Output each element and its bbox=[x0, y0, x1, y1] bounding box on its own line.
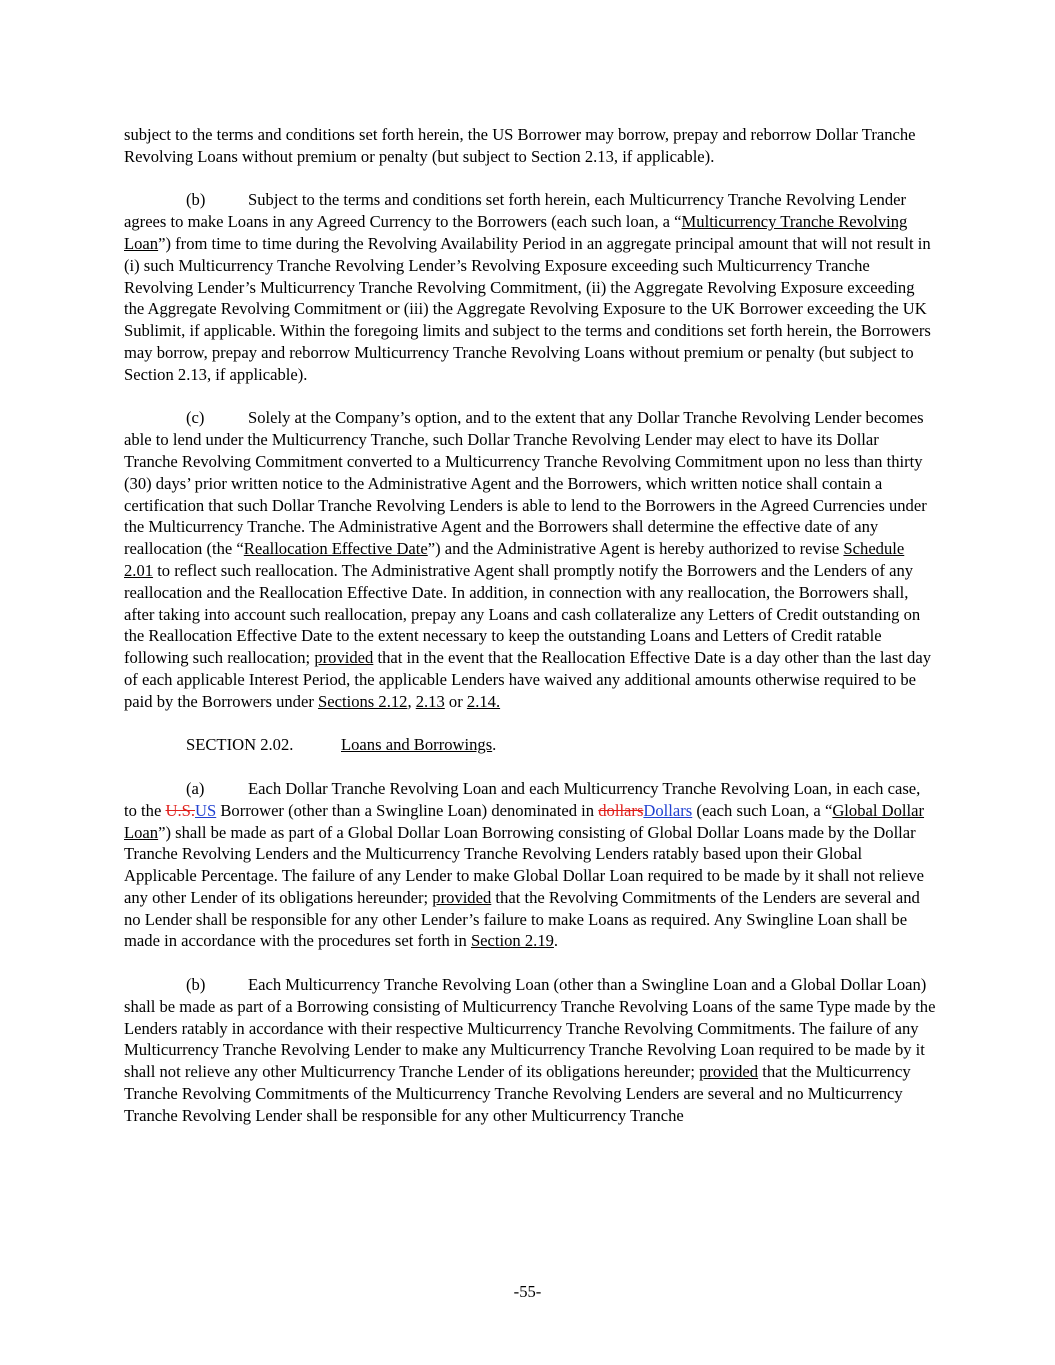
cross-reference: Section 2.19 bbox=[470, 931, 554, 951]
paragraph-b-multicurrency-borrowing: (b) Each Multicurrency Tranche Revolving Loan (other than a Swingline Loan and a Global Dollar Loan) shall be made as part of a Borrowing consisting of Multicurrency Tranche Revolving Loans of the same Type made by the Lenders ratably in accordance with their respective Multicurrency Tranche Revolving Commitments. The failure of any Multicurrency Tranche Revolving Lender to make any Multicurrency Tranche Revolving Loan required to be made by it shall not relieve any other Multicurrency Tranche Lender of its obligations hereunder; provided that the Multicurrency Tranche Revolving Commitments of the Multicurrency Tranche Revolving Lenders are several and no Multicurrency Tranche Revolving Lender shall be responsible for any other Multicurrency Tranche bbox=[124, 975, 936, 1125]
provided-term: provided bbox=[699, 1062, 759, 1082]
cross-reference: Schedule 2.01 bbox=[124, 539, 905, 580]
document-body bbox=[124, 124, 936, 1148]
section-title: Loans and Borrowings bbox=[341, 735, 493, 755]
defined-term: Multicurrency Tranche Revolving Loan bbox=[124, 212, 908, 253]
provided-term: provided bbox=[314, 648, 374, 668]
paragraph-number: (b) bbox=[186, 975, 206, 995]
paragraph-number: (b) bbox=[186, 190, 206, 210]
deleted-text: dollars bbox=[598, 800, 644, 820]
paragraph-c-reallocation: (c) Solely at the Company’s option, and to the extent that any Dollar Tranche Revolving Lender becomes able to lend under the Multicurrency Tranche, such Dollar Tranche Revolving Lender may elect to have its Dollar Tranche Revolving Commitment converted to a Multicurrency Tranche Revolving Commitment upon no less than thirty (30) days’ prior written notice to the Administrative Agent and the Borrowers, which written notice shall contain a certification that such Dollar Tranche Revolving Lenders is able to lend to the Borrowers in the Agreed Currencies under the Multicurrency Tranche. The Administrative Agent and the Borrowers shall determine the effective date of any reallocation (the “Reallocation Effective Date”) and the Administrative Agent is hereby authorized to revise Schedule 2.01 to reflect such reallocation. The Administrative Agent shall promptly notify the Borrowers and the Lenders of any reallocation and the Reallocation Effective Date. In addition, in connection with any reallocation, the Borrowers shall, after taking into account such reallocation, prepay any Loans and cash collateralize any Letters of Credit outstanding on the Reallocation Effective Date to the extent necessary to keep the outstanding Loans and Letters of Credit ratable following such reallocation; provided that in the event that the Reallocation Effective Date is a day other than the last day of each applicable Interest Period, the applicable Lenders have waived any additional amounts otherwise required to be paid by the Borrowers under Sections 2.12, 2.13 or 2.14. bbox=[124, 408, 932, 711]
page-number: -55- bbox=[513, 1282, 542, 1301]
paragraph-a-loans-borrowings: (a) Each Dollar Tranche Revolving Loan and each Multicurrency Tranche Revolving Loan, in each case, to the U.S.US Borrower (other than a Swingline Loan) denominated in dollarsDollars (each such Loan, a “Global Dollar Loan”) shall be made as part of a Global Dollar Loan Borrowing consisting of Global Dollar Loans made by the Dollar Tranche Revolving Lenders and the Multicurrency Tranche Revolving Lenders ratably based upon their Global Applicable Percentage. The failure of any Lender to make Global Dollar Loan required to be made by it shall not relieve any other Lender of its obligations hereunder; provided that the Revolving Commitments of the Lenders are several and no Lender shall be responsible for any other Lender’s failure to make Loans as required. Any Swingline Loan shall be made in accordance with the procedures set forth in Section 2.19. bbox=[124, 778, 925, 951]
paragraph-number: (c) bbox=[186, 408, 205, 428]
cross-reference: Sections 2.12 bbox=[318, 691, 408, 711]
section-heading: SECTION 2.02. Loans and Borrowings. bbox=[186, 735, 497, 755]
section-number: SECTION 2.02. bbox=[186, 735, 294, 755]
defined-term: Global Dollar Loan bbox=[124, 800, 925, 842]
paragraph-b-multicurrency-loans: (b) Subject to the terms and conditions set forth herein, each Multicurrency Tranche Revolving Lender agrees to make Loans in any Agreed Currency to the Borrowers (each such loan, a “Multicurrency Tranche Revolving Loan”) from time to time during the Revolving Availability Period in an aggregate principal amount that will not result in (i) such Multicurrency Tranche Revolving Lender’s Revolving Exposure exceeding such Multicurrency Tranche Revolving Lender’s Multicurrency Tranche Revolving Commitment, (ii) the Aggregate Revolving Exposure exceeding the Aggregate Revolving Commitment or (iii) the Aggregate Revolving Exposure to the UK Borrower exceeding the UK Sublimit, if applicable. Within the foregoing limits and subject to the terms and conditions set forth herein, the Borrowers may borrow, prepay and reborrow Multicurrency Tranche Revolving Loans without premium or penalty (but subject to Section 2.13, if applicable). bbox=[124, 190, 931, 384]
provided-term: provided bbox=[432, 887, 492, 907]
inserted-text: US bbox=[195, 800, 217, 820]
paragraph-number: (a) bbox=[186, 778, 205, 798]
inserted-text: Dollars bbox=[643, 800, 693, 820]
paragraph-continuation: subject to the terms and conditions set forth herein, the US Borrower may borrow, prepay and reborrow Dollar Tranche Revolving Loans without premium or penalty (but subject to Section 2.13, if applicable). bbox=[124, 125, 916, 166]
deleted-text: U.S. bbox=[165, 800, 195, 820]
cross-reference: 2.13 bbox=[415, 691, 445, 711]
defined-term: Reallocation Effective Date bbox=[243, 539, 428, 559]
cross-reference: 2.14. bbox=[466, 691, 501, 711]
